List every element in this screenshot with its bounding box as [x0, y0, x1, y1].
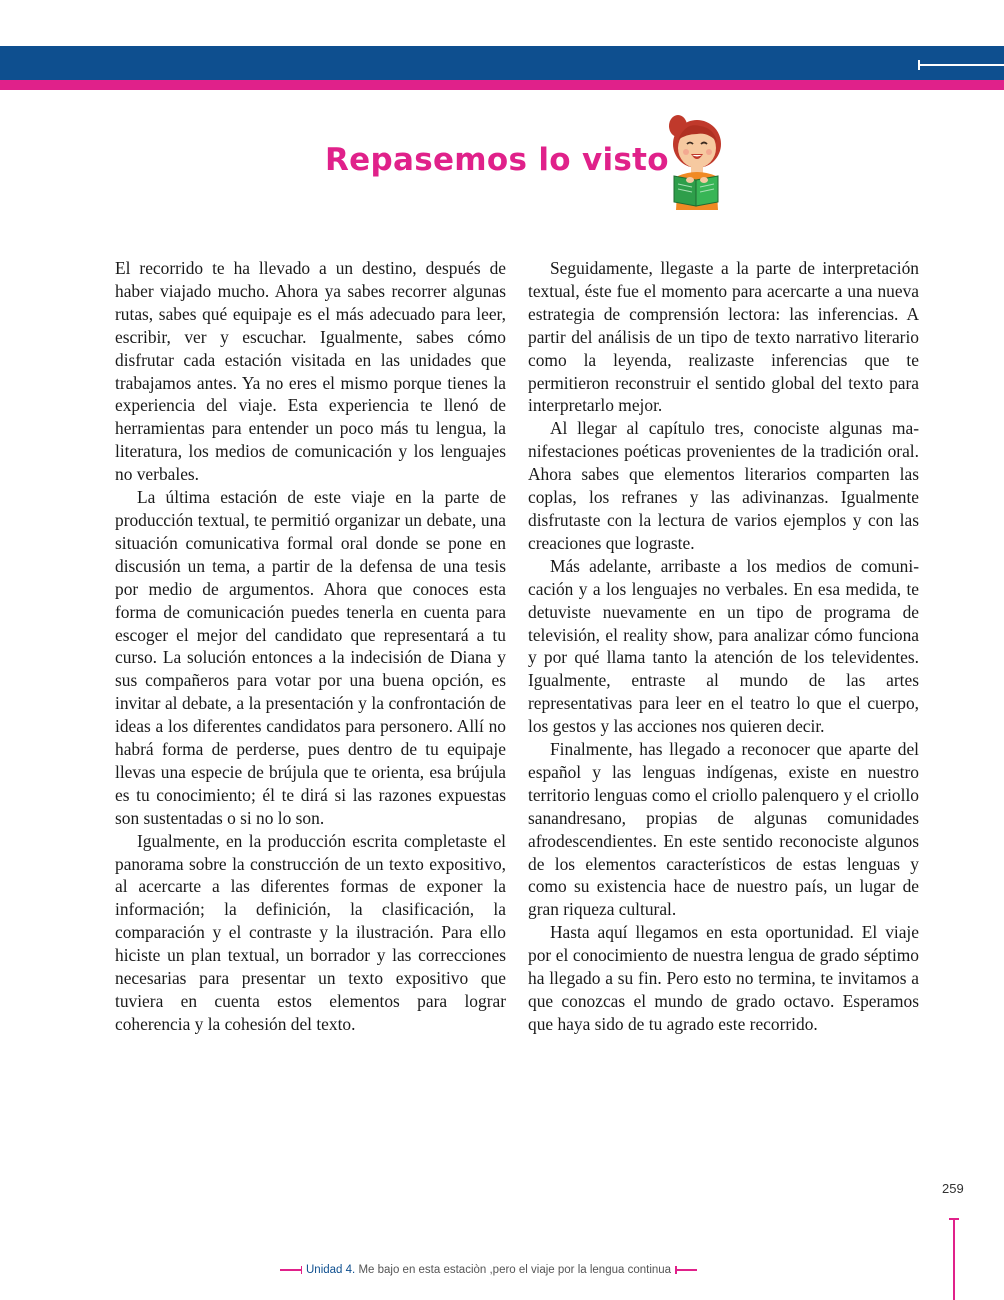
footer-description: Me bajo en esta estaciòn ,pero el viaje por la lengua continua — [358, 1264, 672, 1276]
girl-reading-book-icon — [660, 110, 730, 215]
right-text-column — [528, 257, 919, 1036]
paragraph: Seguidamente, llegaste a la parte de interpretación textual, éste fue el momento para acercarte a una nueva estrategia de comprensión lectora: las inferencias. A partir del análisis de un tipo de texto narrativo literario como la leyenda, realizaste inferencias que te permitieron reconstruir el sentido global del texto para interpretarlo mejor. — [528, 258, 919, 416]
paragraph: Igualmente, en la producción escrita completaste el panorama sobre la construcción de un texto expositivo, al acercarte a las diferentes formas de exponer la información; la definición, la clasificación, la comparación y el contraste y la ilustración. Para ello hiciste un plan textual, un borrador y las correcciones necesarias para presentar un texto expositivo que tuviera en cuenta estos elementos para lograr coherencia y la cohesión del texto. — [115, 830, 506, 1034]
page-number: 259 — [942, 1181, 964, 1196]
paragraph: Finalmente, has llegado a reconocer que aparte del español y las lenguas indígenas, existe en nuestro territorio lenguas como el criollo palenquero y el criollo sanandresano, propias de algunas comunidades afrodescendientes. En este sentido reconociste algunos de los elementos característicos de estas lenguas y como su existencia hace de nuestro país, un lugar de gran riqueza cultural. — [528, 739, 919, 920]
header-accent-stripe — [0, 80, 1004, 90]
page-title: Repasemos lo visto — [325, 142, 669, 178]
header-marker-line — [918, 64, 1004, 66]
paragraph: El recorrido te ha llevado a un destino, después de haber viajado mucho. Ahora ya sabes recorrer algunas rutas, sabes qué equipaje es el más adecuado para leer, escribir, ver y escuchar. Igualmente, sabes cómo disfrutar cada estación visitada en las unidades que trabajamos antes. Ya no eres el mismo porque tienes la experiencia del viaje. Esta experiencia te llenó de herramientas para entender un poco más tu lengua, la literatura, los medios de comunicación y los lenguajes no verbales. — [115, 258, 506, 485]
paragraph: Al llegar al capítulo tres, conociste algunas manifestaciones poéticas provenientes de la tradición oral. Ahora sabes que elementos literarios comparten las coplas, los refranes y las adivinanzas. Igualmente disfrutaste con la lectura de varios ejemplos y con las creaciones que lograste. — [528, 418, 919, 553]
footer — [280, 1262, 697, 1278]
footer-left-rule — [280, 1269, 302, 1271]
header-band — [0, 46, 1004, 80]
footer-unit-label: Unidad 4. — [306, 1264, 356, 1276]
paragraph: Más adelante, arribaste a los medios de comunicación y a los lenguajes no verbales. En esa medida, te detuviste nuevamente en un tipo de programa de televisión, el reality show, para analizar cómo funciona y por qué llama tanto la atención de los televidentes. Igualmente, entraste al mundo de las artes representativas para leer en el teatro lo que el cuerpo, los gestos y las acciones nos quieren decir. — [528, 555, 919, 737]
footer-right-rule — [675, 1269, 697, 1271]
left-text-column — [115, 257, 506, 1036]
paragraph: La última estación de este viaje en la parte de producción textual, te permitió organizar un debate, una situación comunicativa formal oral donde se pone en discusión un tema, a partir de la defensa de una tesis por medio de argumentos. Ahora que conoces esta forma de comunicación puedes tenerla en cuenta para escoger el mejor del candidato que representará a tu curso. La solución entonces a la indecisión de Diana y sus compañeros para votar por una buena opción, es invitar al debate, a la presentación y la confrontación de ideas a los diferentes candidatos para personero. Allí no habrá forma de perderse, pues dentro de tu equipaje llevas una especie de brújula que te orienta, esa brújula es tu conocimiento; él te dirá si las razones expuestas son sustentadas o si no lo son. — [115, 487, 506, 828]
page-marker-line — [953, 1218, 955, 1300]
paragraph: Hasta aquí llegamos en esta oportunidad. El viaje por el conocimiento de nuestra lengua de grado séptimo ha llegado a su fin. Pero esto no termina, te invitamos a que conozcas el mundo de grado octavo. Esperamos que haya sido de tu agrado este recorrido. — [528, 922, 919, 1034]
